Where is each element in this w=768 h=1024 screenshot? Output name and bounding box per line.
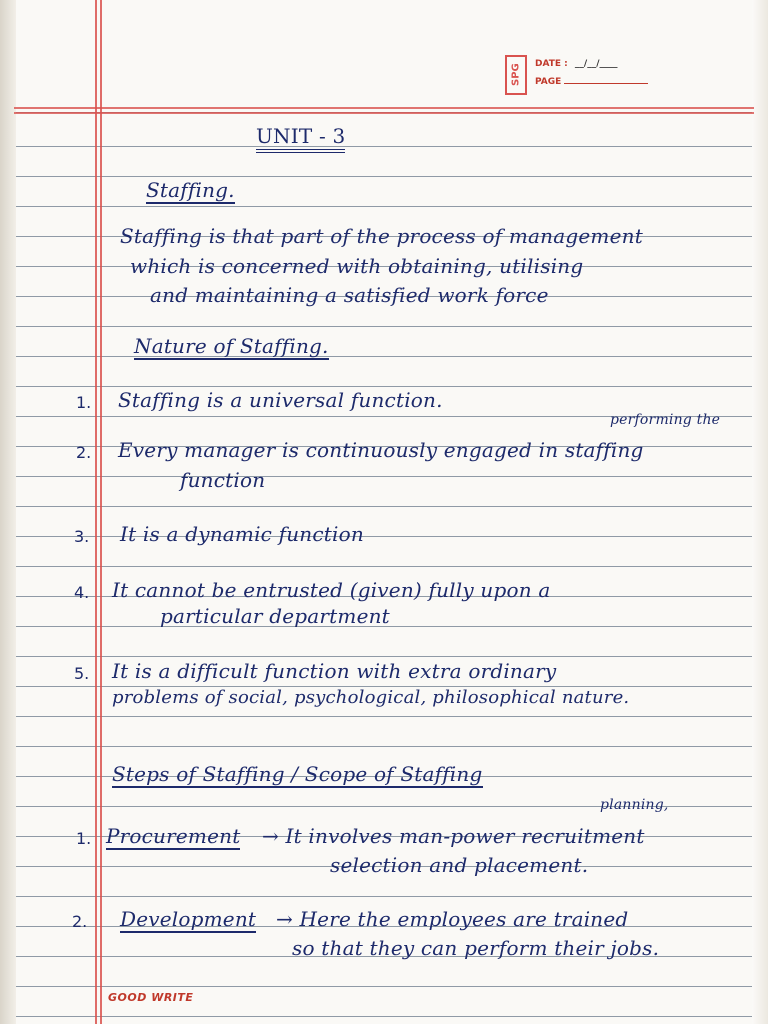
definition-line-1: Staffing is that part of the process of management (120, 224, 643, 248)
nature-item-number: 3. (74, 527, 90, 546)
header-rule-1 (14, 107, 754, 109)
page-right-edge (752, 0, 768, 1024)
definition-line-2: which is concerned with obtaining, utilising (130, 254, 584, 278)
page-binding-edge (0, 0, 16, 1024)
nature-item-1: Staffing is a universal function. (118, 388, 443, 412)
nature-item-2-line-2: function (180, 468, 266, 492)
steps-item-number: 2. (72, 912, 88, 931)
date-field (535, 55, 648, 73)
nature-item-2-line-1: Every manager is continuously engaged in staffing (118, 438, 644, 462)
page-title: UNIT - 3 (256, 124, 345, 153)
nature-item-number: 1. (76, 393, 92, 412)
nature-item-4-line-2: particular department (160, 604, 390, 628)
steps-item-1-insert: planning, (600, 797, 669, 813)
date-value: __/__/____ (574, 59, 618, 69)
steps-item-2-line-2: so that they can perform their jobs. (292, 936, 660, 960)
date-label: DATE : (535, 59, 568, 69)
nature-item-number: 5. (74, 664, 90, 683)
nature-item-number: 2. (76, 443, 92, 462)
page-label: PAGE (535, 77, 562, 87)
steps-item-1-line-2: selection and placement. (330, 853, 589, 877)
nature-item-2-insert: performing the (610, 412, 721, 428)
nature-item-3: It is a dynamic function (120, 522, 364, 546)
nature-item-number: 4. (74, 583, 90, 602)
steps-item-1-line-1: → It involves man-power recruitment (262, 824, 645, 848)
steps-item-2-term: Development (120, 907, 257, 931)
section-heading-staffing: Staffing. (146, 178, 235, 202)
brand-logo: SPG (505, 55, 527, 95)
section-heading-nature: Nature of Staffing. (134, 334, 329, 358)
steps-item-1-term: Procurement (106, 824, 241, 848)
section-heading-steps: Steps of Staffing / Scope of Staffing (112, 762, 483, 786)
footer-brand: GOOD WRITE (108, 991, 194, 1004)
page-header-band (0, 0, 768, 112)
definition-line-3: and maintaining a satisfied work force (150, 283, 549, 307)
header-rule-2 (14, 112, 754, 114)
page-field (535, 73, 648, 91)
nature-item-4-line-1: It cannot be entrusted (given) fully upon a (112, 578, 551, 602)
steps-item-2-line-1: → Here the employees are trained (276, 907, 629, 931)
page-value-line (564, 75, 648, 84)
steps-item-number: 1. (76, 829, 92, 848)
margin-line-left-1 (95, 0, 97, 1024)
nature-item-5-line-2: problems of social, psychological, philosophical nature. (112, 687, 630, 708)
date-page-fields (535, 55, 648, 91)
nature-item-5-line-1: It is a difficult function with extra ordinary (112, 659, 557, 683)
margin-line-left-2 (100, 0, 102, 1024)
notebook-brand-header (505, 55, 648, 95)
